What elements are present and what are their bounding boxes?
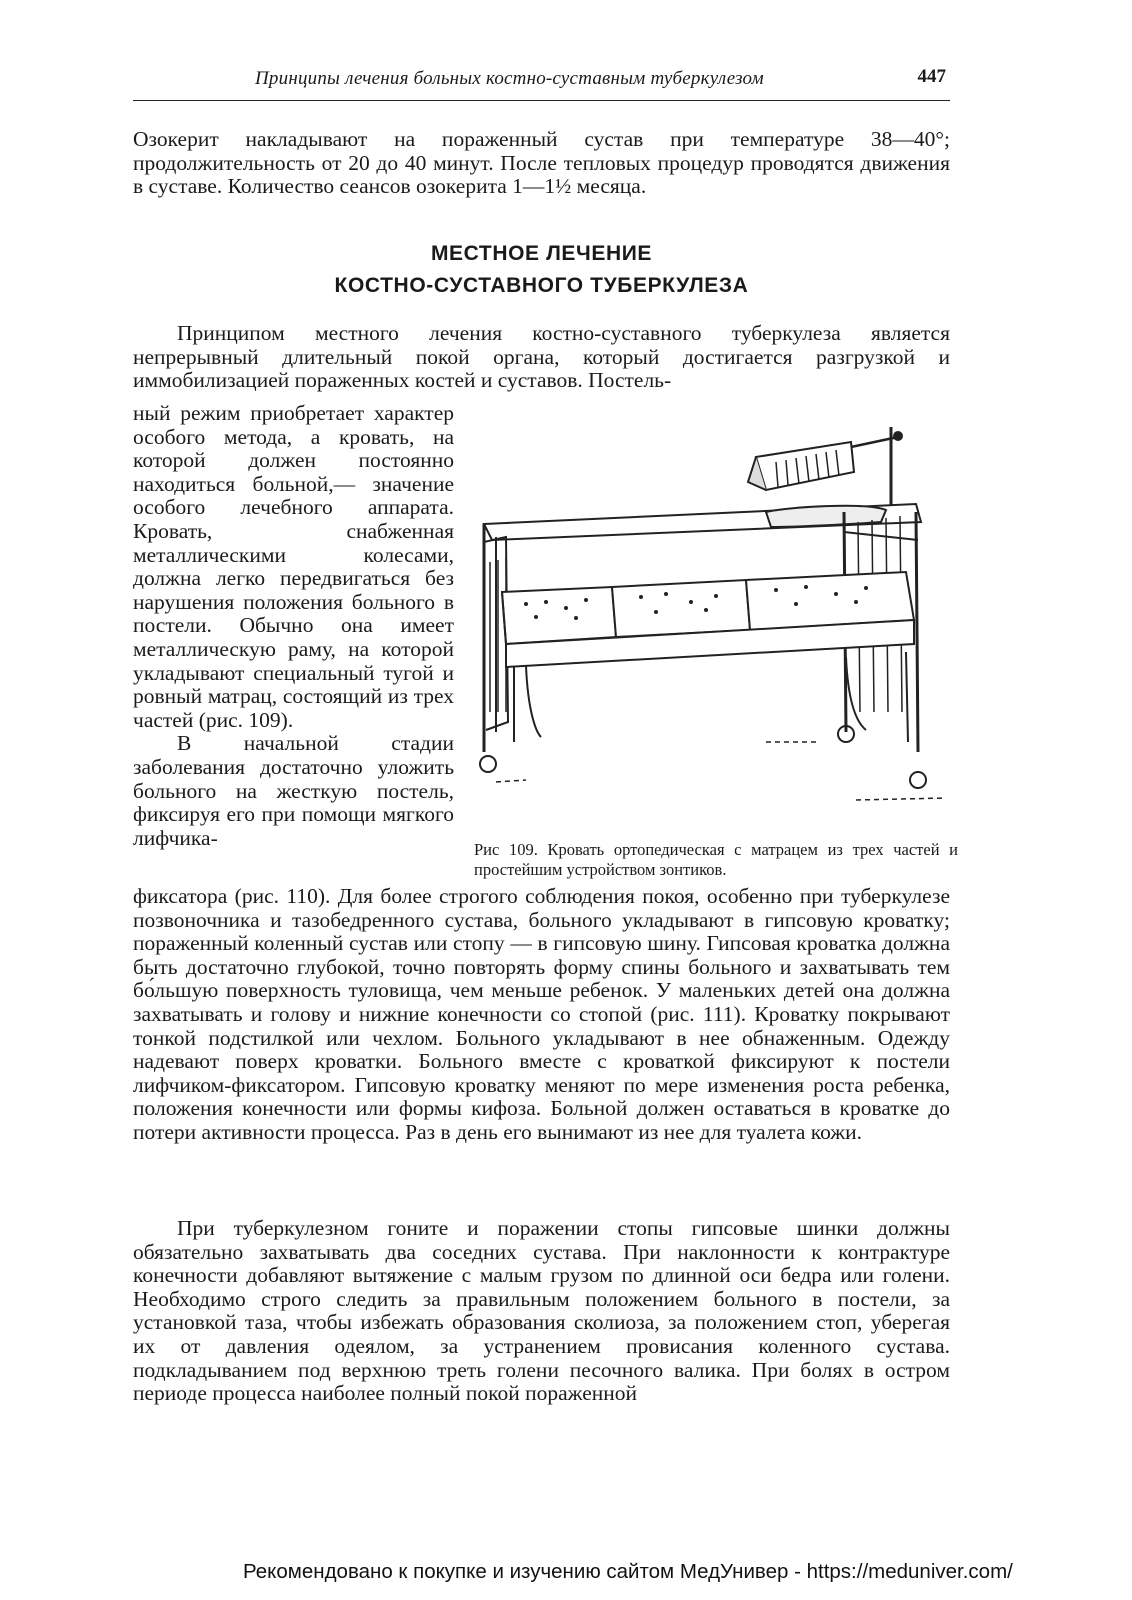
section-heading-line-1: МЕСТНОЕ ЛЕЧЕНИЕ (430, 242, 653, 265)
page-number: 447 (917, 66, 946, 87)
running-header (133, 64, 950, 101)
paragraph-1-full-width: Принципом местного лечения костно-суставного туберкулеза является непрерывный длительный покой органа, который достигается разгрузкой и иммобилизацией пораженных костей и суставов. Постель- (133, 321, 950, 393)
bed-illustration (466, 412, 958, 812)
running-title: Принципы лечения больных костно-суставным туберкулезом (255, 68, 764, 89)
paragraph-2-column: В начальной стадии заболевания достаточно уложить больного на жесткую постель, фиксируя его при помощи мягкого лифчика- (133, 731, 454, 850)
intro-paragraph: Озокерит накладывают на пораженный сустав при температуре 38—40°; продолжительность от 20 до 40 минут. После тепловых процедур проводятся движения в суставе. Количество сеансов озокерита 1—1½ месяца. (133, 127, 950, 199)
footer-recommendation: Рекомендовано к покупке и изучению сайтом МедУнивер - https://meduniver.com/ (243, 1560, 1013, 1583)
paragraph-3: При туберкулезном гоните и поражении стопы гипсовые шинки должны обязательно захватывать два соседних сустава. При наклонности к контрактуре конечности добавляют вытяжение с малым грузом по длинной оси бедра или голени. Необходимо строго следить за правильным положением больного в постели, за установкой таза, чтобы избежать образования сколиоза, за положением стоп, уберегая их от давления одеялом, за устранением провисания коленного сустава. подкладыванием под верхнюю треть голени песочного валика. При болях в остром периоде процесса наиболее полный покой пораженной (133, 1216, 950, 1406)
text-column (133, 402, 454, 850)
section-heading-line-2: КОСТНО-СУСТАВНОГО ТУБЕРКУЛЕЗА (334, 274, 749, 297)
figure-orthopedic-bed (466, 412, 958, 812)
paragraph-2-full-width: фиксатора (рис. 110). Для более строгого соблюдения покоя, особенно при туберкулезе позвоночника и тазобедренного сустава, больного укладывают в гипсовую кроватку; пораженный коленный сустав или стопу — в гипсовую шину. Гипсовая кроватка должна быть достаточно глубокой, точно повторять форму спины больного и захватывать тем бо́льшую поверхность туловища, чем меньше ребенок. У маленьких детей она должна захватывать и голову и нижние конечности со стопой (рис. 111). Кроватку покрывают тонкой подстилкой или чехлом. Больного укладывают в нее обнаженным. Одежду надевают поверх кроватки. Больного вместе с кроваткой фиксируют к постели лифчиком-фиксатором. Гипсовую кроватку меняют по мере изменения роста ребенка, положения конечности или формы кифоза. Больной должен оставаться в кроватке до потери активности процесса. Раз в день его вынимают из нее для туалета кожи. (133, 884, 950, 1144)
paragraph-1-column: ный режим приобретает характер особого метода, а кровать, на которой должен постоянно находиться больной,— значение особого лечебного аппарата. Кровать, снабженная металлическими колесами, должна легко передвигаться без нарушения положения больного в постели. Обычно она имеет металлическую раму, на которой укладывают специальный тугой и ровный матрац, состоящий из трех частей (рис. 109). (133, 401, 454, 732)
figure-caption: Рис 109. Кровать ортопедическая с матрацем из трех частей и простейшим устройством зонтиков. (474, 840, 958, 879)
